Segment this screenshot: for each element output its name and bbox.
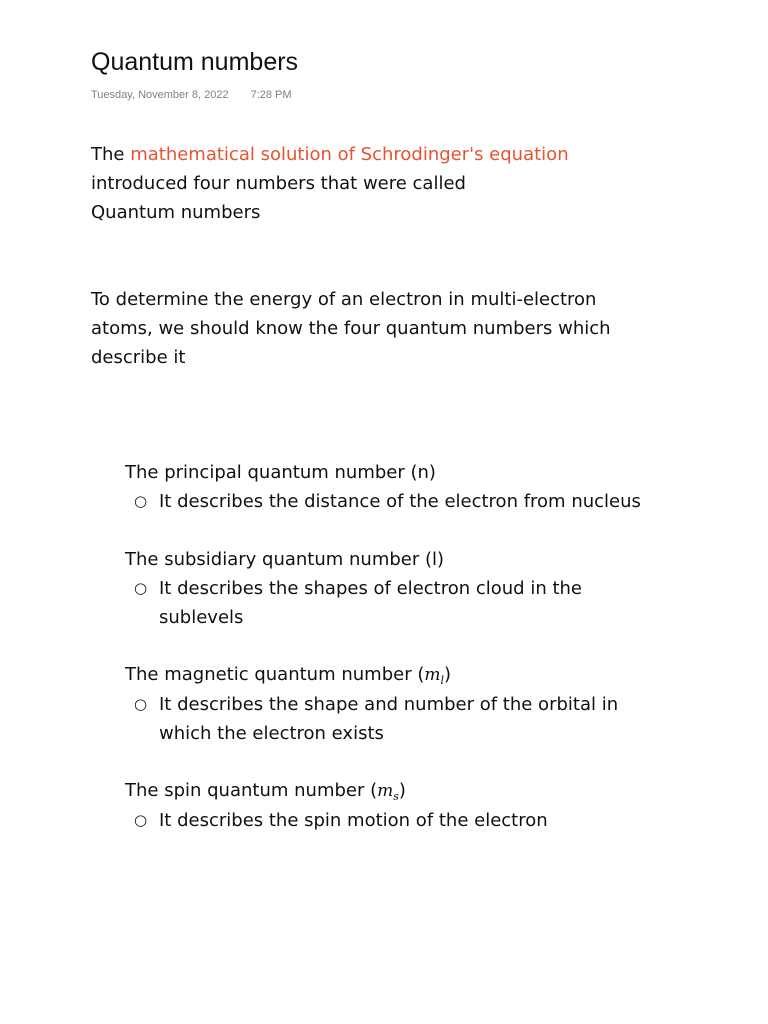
intro-line-1: [91, 140, 691, 169]
heading-prefix: The magnetic quantum number (: [125, 664, 425, 685]
list-item-spin: [125, 776, 745, 835]
heading-prefix: The spin quantum number (: [125, 780, 378, 801]
item-description-line: which the electron exists: [159, 723, 384, 744]
item-description-line: It describes the shape and number of the orbital in: [159, 694, 619, 715]
note-date: Tuesday, November 8, 2022: [91, 89, 229, 101]
context-line-3: describe it: [91, 347, 186, 368]
intro-line-3: Quantum numbers: [91, 202, 261, 223]
heading-suffix: ): [444, 664, 452, 685]
intro-line-2: introduced four numbers that were called: [91, 173, 466, 194]
item-heading: The subsidiary quantum number (l): [125, 549, 445, 570]
page-title: Quantum numbers: [91, 48, 299, 76]
symbol-base: m: [377, 781, 394, 801]
hollow-circle-bullet-icon: ○: [134, 695, 148, 713]
hollow-circle-bullet-icon: ○: [134, 811, 148, 829]
list-item-subsidiary: [125, 545, 745, 632]
math-symbol-ml: [424, 665, 444, 685]
item-description-line: sublevels: [159, 607, 244, 628]
list-item-principal: [125, 458, 745, 516]
intro-paragraph: [91, 140, 691, 227]
context-line-2: atoms, we should know the four quantum numbers which: [91, 318, 611, 339]
note-time: 7:28 PM: [250, 89, 292, 101]
hollow-circle-bullet-icon: ○: [134, 579, 148, 597]
intro-lead: The: [91, 144, 131, 165]
heading-suffix: ): [398, 780, 406, 801]
intro-highlight: mathematical solution of Schrodinger's equation: [130, 144, 569, 165]
item-heading: [125, 660, 745, 690]
item-heading: The principal quantum number (n): [125, 462, 436, 483]
list-item-magnetic: [125, 660, 745, 748]
item-description-line: It describes the spin motion of the electron: [159, 810, 548, 831]
symbol-subscript: s: [393, 790, 399, 803]
context-paragraph: [91, 285, 691, 372]
item-description-line: It describes the distance of the electron from nucleus: [159, 491, 641, 512]
item-description: [125, 487, 745, 516]
math-symbol-ms: [377, 781, 399, 801]
context-line-1: To determine the energy of an electron in multi-electron: [91, 289, 597, 310]
item-description: [125, 574, 745, 632]
symbol-subscript: l: [440, 674, 444, 687]
hollow-circle-bullet-icon: ○: [134, 492, 148, 510]
note-timestamp: [91, 89, 292, 101]
symbol-base: m: [424, 665, 441, 685]
item-description: [125, 806, 745, 835]
item-heading: [125, 776, 745, 806]
item-description: [125, 690, 745, 748]
item-description-line: It describes the shapes of electron cloud in the: [159, 578, 582, 599]
